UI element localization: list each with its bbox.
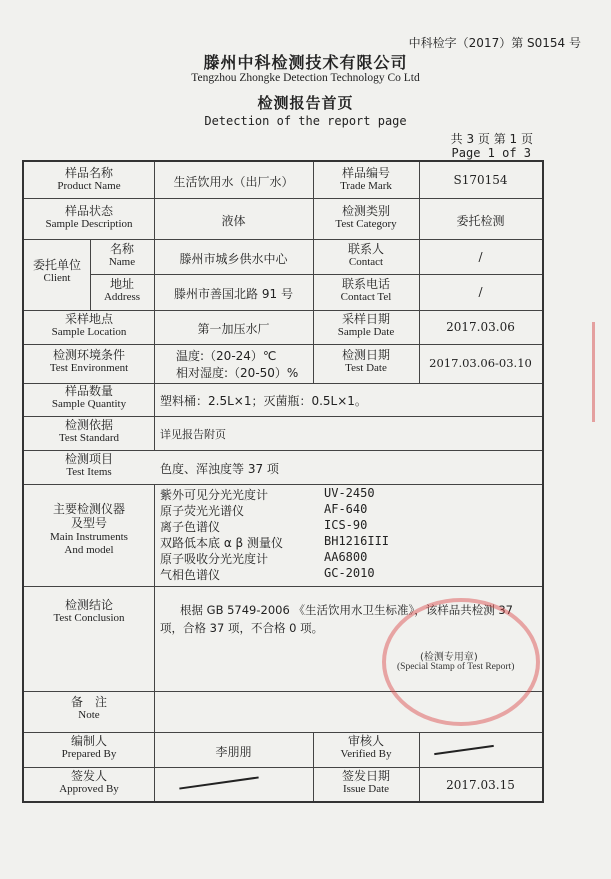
row-divider: [24, 416, 542, 417]
col-divider: [154, 162, 155, 450]
verified-by-label: 审核人 Verified By: [340, 734, 392, 761]
test-items-label: 检测项目 Test Items: [64, 452, 113, 479]
test-date-value: 2017.03.06-03.10: [429, 356, 532, 370]
contact-value: /: [478, 250, 483, 264]
page-indicator-en: Page 1 of 3: [451, 146, 531, 160]
row-divider: [24, 198, 542, 199]
row-divider: [24, 310, 542, 311]
test-environment-label: 检测环境条件 Test Environment: [49, 348, 129, 375]
test-date-label: 检测日期 Test Date: [341, 348, 390, 375]
row-divider: [24, 239, 542, 240]
row-divider: [24, 450, 542, 451]
contact-tel-value: /: [478, 285, 483, 299]
page-indicator-cn: 共 3 页 第 1 页: [450, 132, 533, 146]
sample-quantity-label: 样品数量 Sample Quantity: [51, 384, 127, 411]
issue-date-label: 签发日期 Issue Date: [341, 769, 390, 796]
edge-seal-mark: [570, 322, 595, 422]
trade-mark-value: S170154: [453, 173, 508, 187]
approver-signature: [179, 776, 258, 789]
stamp-caption-en: (Special Stamp of Test Report): [397, 662, 515, 672]
instrument-name: 原子吸收分光光度计: [160, 552, 269, 566]
verifier-signature: [434, 745, 494, 755]
report-number: 中科检字（2017）第 S0154 号: [408, 36, 581, 50]
humidity-value: 相对湿度:（20-50）%: [176, 366, 299, 380]
report-title-en: Detection of the report page: [204, 114, 407, 128]
sample-location-value: 第一加压水厂: [197, 322, 270, 336]
test-standard-value: 详见报告附页: [160, 428, 226, 441]
company-name-en: Tengzhou Zhongke Detection Technology Co Ltd: [191, 72, 420, 84]
sample-date-value: 2017.03.06: [446, 320, 515, 334]
instrument-model: GC-2010: [324, 566, 375, 580]
row-divider: [24, 344, 542, 345]
company-name-cn: 滕州中科检测技术有限公司: [203, 53, 408, 72]
sample-location-label: 采样地点 Sample Location: [51, 312, 127, 339]
client-address-value: 滕州市善国北路 91 号: [174, 287, 293, 301]
client-name-value: 滕州市城乡供水中心: [179, 252, 288, 266]
row-divider: [24, 586, 542, 587]
test-category-value: 委托检测: [456, 214, 505, 228]
trade-mark-label: 样品编号 Trade Mark: [340, 166, 392, 193]
sample-description-value: 液体: [221, 214, 246, 228]
client-address-label: 地址 Address: [103, 277, 141, 304]
conclusion-label: 检测结论 Test Conclusion: [53, 598, 125, 625]
contact-tel-label: 联系电话 Contact Tel: [340, 277, 392, 304]
test-items-value: 色度、浑浊度等 37 项: [160, 462, 279, 476]
instrument-name: 离子色谱仪: [160, 520, 221, 534]
issue-date-value: 2017.03.15: [446, 778, 515, 792]
instruments-label: 主要检测仪器 及型号 Main Instruments And model: [50, 502, 128, 556]
conclusion-line-2: 项，合格 37 项，不合格 0 项。: [160, 621, 324, 635]
prepared-by-label: 编制人 Prepared By: [61, 734, 117, 761]
approved-by-label: 签发人 Approved By: [59, 769, 119, 796]
report-title-cn: 检测报告首页: [257, 94, 354, 112]
row-divider: [24, 484, 542, 485]
instrument-name: 紫外可见分光光度计: [160, 488, 269, 502]
client-label: 委托单位 Client: [32, 258, 81, 285]
prepared-by-value: 李朋朋: [215, 745, 252, 759]
instrument-name: 原子荧光光谱仪: [160, 504, 245, 518]
product-name-value: 生活饮用水（出厂水）: [173, 175, 294, 189]
row-divider: [90, 274, 542, 275]
stamp-caption-cn: (检测专用章): [420, 652, 478, 663]
test-category-label: 检测类别 Test Category: [335, 204, 397, 231]
test-standard-label: 检测依据 Test Standard: [58, 418, 120, 445]
instrument-name: 双路低本底 α β 测量仪: [160, 536, 284, 550]
instrument-model: AA6800: [324, 550, 368, 564]
sample-quantity-value: 塑料桶：2.5L×1；灭菌瓶：0.5L×1。: [160, 394, 367, 408]
instrument-model: BH1216III: [324, 534, 390, 548]
instrument-model: UV-2450: [324, 486, 375, 500]
row-divider: [24, 767, 542, 768]
conclusion-line-1: 根据 GB 5749-2006 《生活饮用水卫生标准》，该样品共检测 37: [180, 603, 513, 617]
row-divider: [24, 732, 542, 733]
contact-label: 联系人 Contact: [347, 242, 384, 269]
client-name-label: 名称 Name: [108, 242, 136, 269]
sample-description-label: 样品状态 Sample Description: [45, 204, 133, 231]
instrument-name: 气相色谱仪: [160, 568, 221, 582]
temperature-value: 温度:（20-24）℃: [176, 349, 277, 363]
instrument-model: ICS-90: [324, 518, 368, 532]
product-name-label: 样品名称 Product Name: [57, 166, 121, 193]
note-label: 备 注 Note: [70, 695, 107, 722]
col-divider: [419, 162, 420, 383]
instrument-model: AF-640: [324, 502, 368, 516]
sample-date-label: 采样日期 Sample Date: [337, 312, 395, 339]
